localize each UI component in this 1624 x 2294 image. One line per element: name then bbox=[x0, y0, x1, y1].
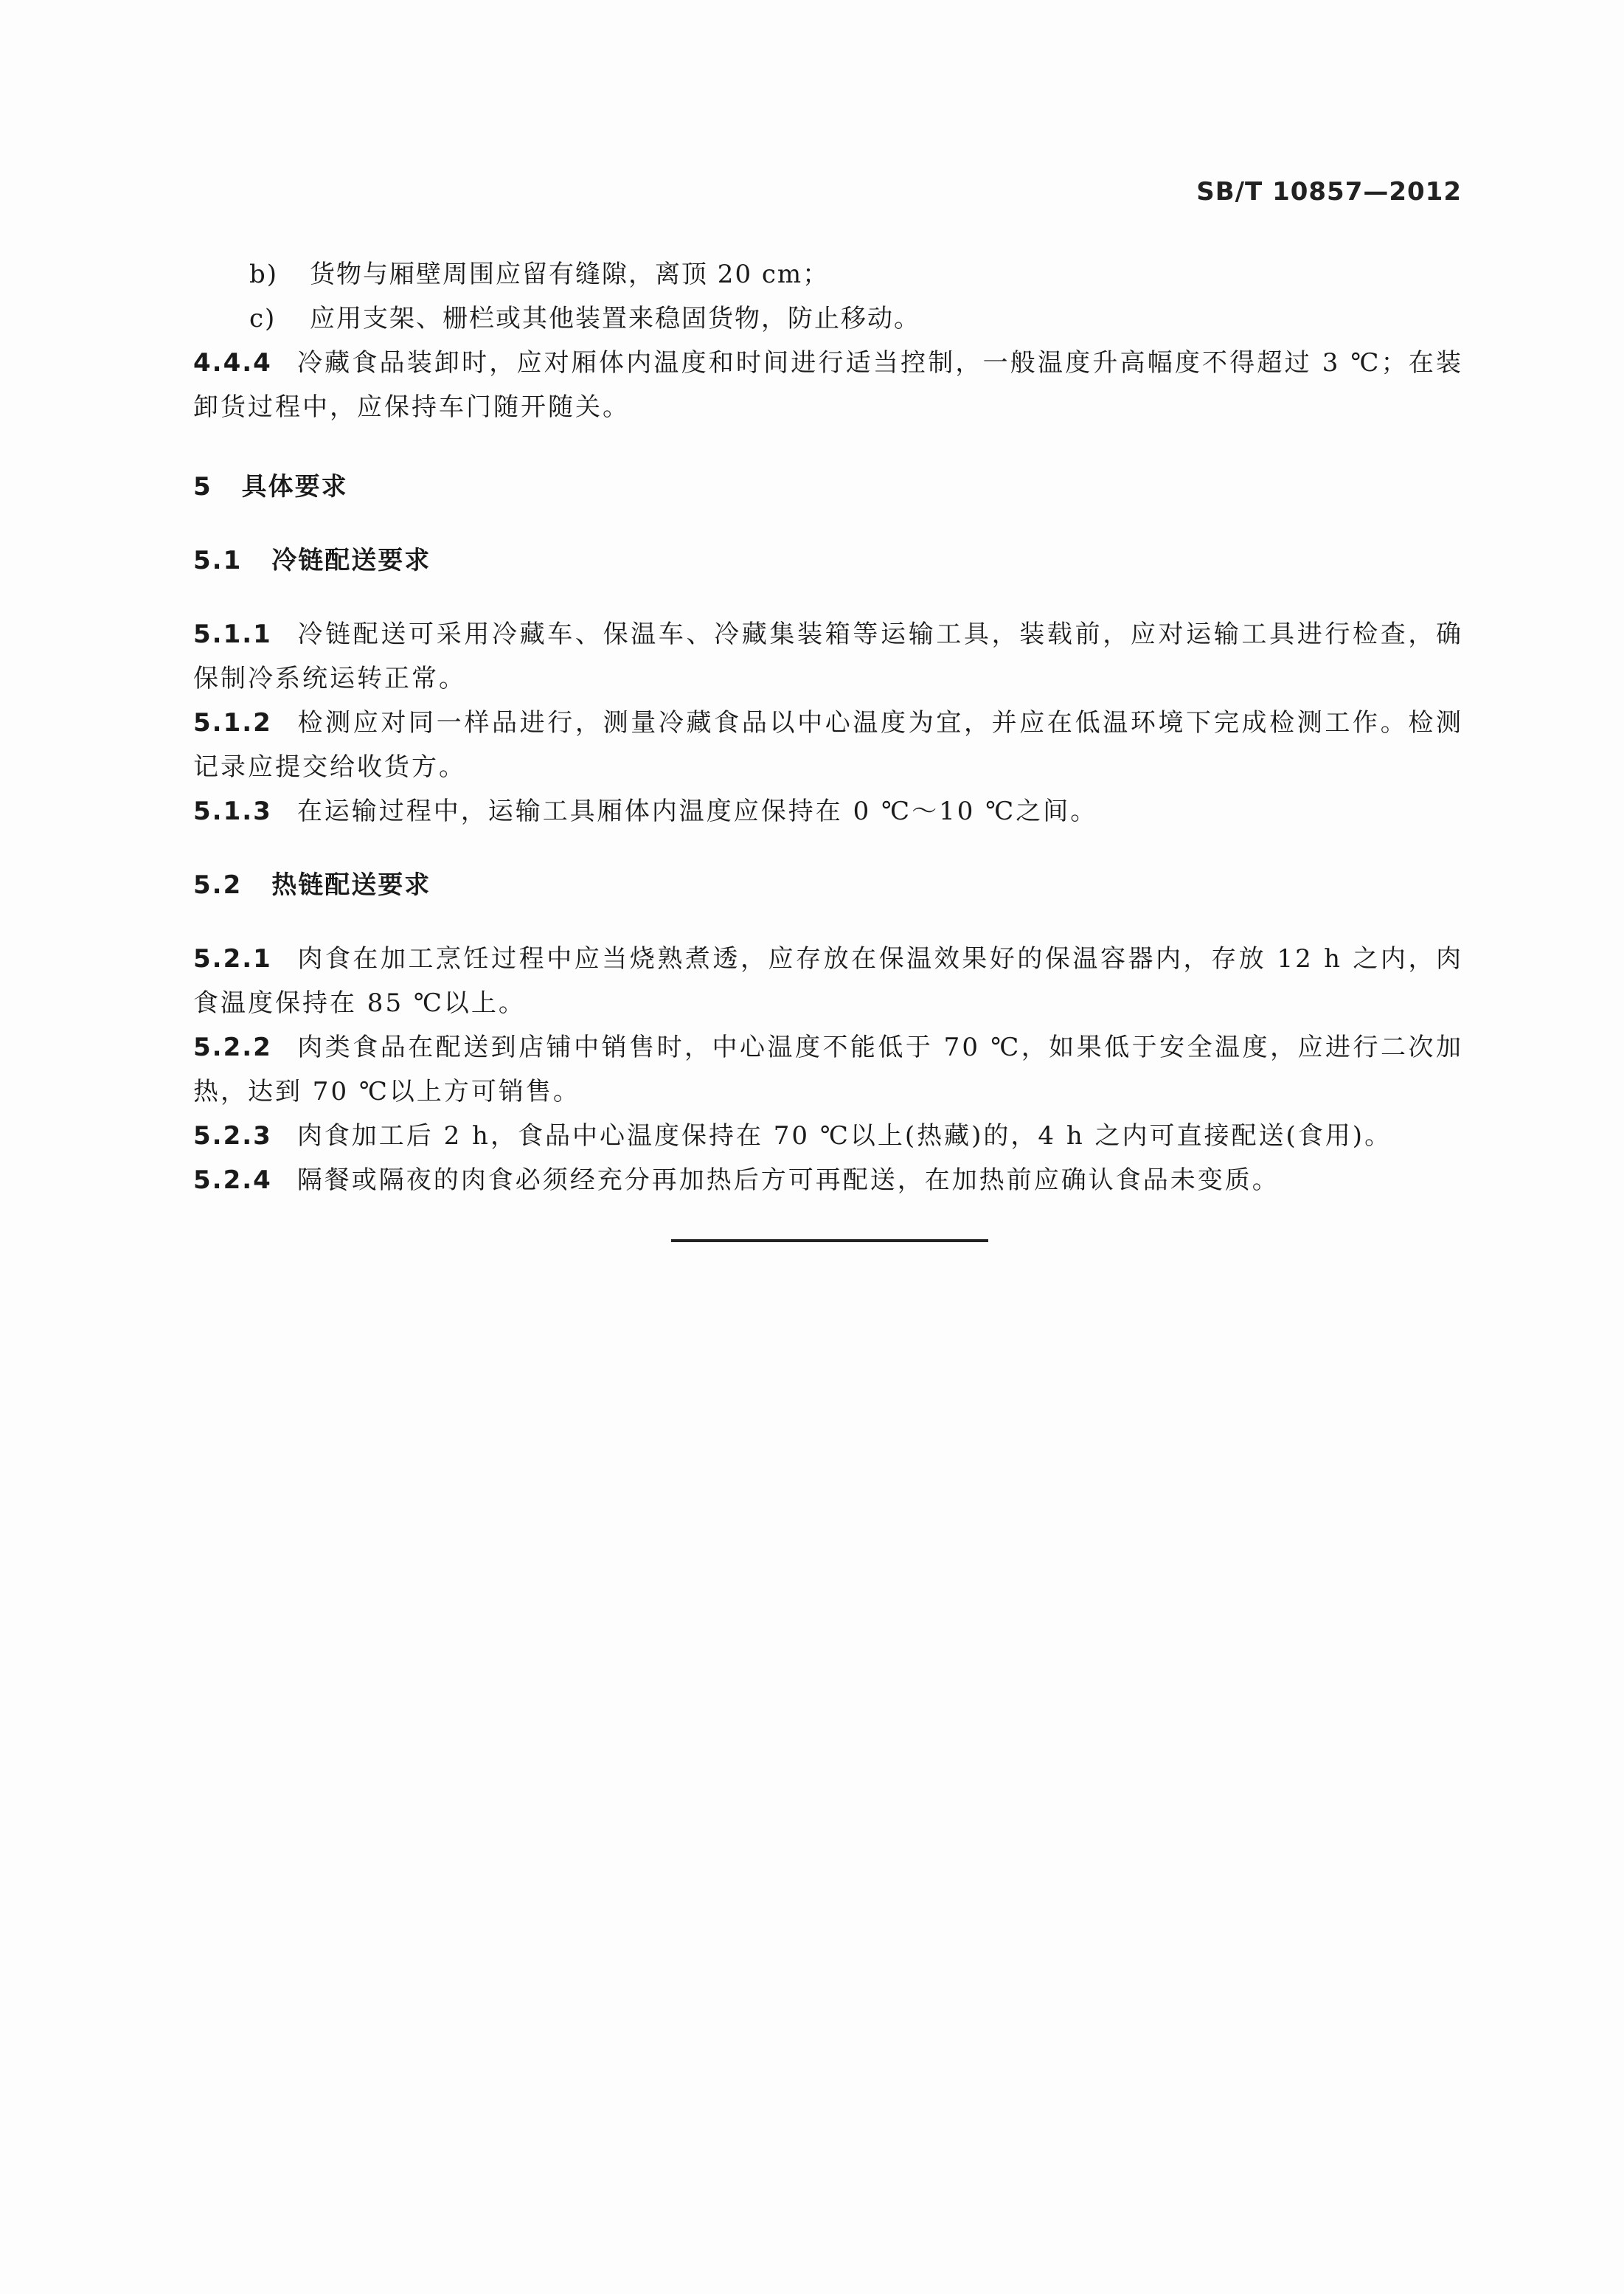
clause-number: 5.1.3 bbox=[193, 797, 272, 826]
list-text: 货物与厢壁周围应留有缝隙，离顶 20 cm； bbox=[310, 260, 830, 289]
clause-number: 4.4.4 bbox=[193, 348, 272, 378]
section-title: 具体要求 bbox=[241, 472, 348, 502]
clause-number: 5.1.2 bbox=[193, 708, 272, 738]
subsection-heading-5-1 bbox=[193, 538, 1463, 583]
clause-number: 5.1.1 bbox=[193, 620, 272, 649]
subsection-title: 冷链配送要求 bbox=[271, 546, 431, 575]
clause-text: 在运输过程中，运输工具厢体内温度应保持在 0 ℃～10 ℃之间。 bbox=[296, 797, 1098, 826]
clause-5-2-3 bbox=[193, 1114, 1463, 1158]
clause-text: 冷链配送可采用冷藏车、保温车、冷藏集装箱等运输工具，装载前，应对运输工具进行检查，确保制冷系统运转正常。 bbox=[193, 620, 1463, 693]
clause-text: 肉食在加工烹饪过程中应当烧熟煮透，应存放在保温效果好的保温容器内，存放 12 h 之内，肉食温度保持在 85 ℃以上。 bbox=[193, 944, 1463, 1018]
subsection-title: 热链配送要求 bbox=[271, 870, 431, 900]
end-of-document-rule bbox=[671, 1239, 988, 1242]
clause-text: 肉类食品在配送到店铺中销售时，中心温度不能低于 70 ℃，如果低于安全温度，应进行二次加热，达到 70 ℃以上方可销售。 bbox=[193, 1033, 1463, 1106]
subsection-number: 5.2 bbox=[193, 870, 243, 900]
section-heading-5 bbox=[193, 465, 1463, 509]
list-item-c bbox=[193, 297, 1463, 341]
document-body bbox=[193, 252, 1463, 1202]
clause-5-2-1 bbox=[193, 937, 1463, 1025]
clause-number: 5.2.2 bbox=[193, 1033, 272, 1062]
list-item-b bbox=[193, 252, 1463, 297]
clause-number: 5.2.4 bbox=[193, 1165, 272, 1195]
list-label: c) bbox=[249, 304, 277, 333]
subsection-heading-5-2 bbox=[193, 863, 1463, 907]
clause-number: 5.2.3 bbox=[193, 1121, 272, 1151]
clause-5-2-4 bbox=[193, 1158, 1463, 1202]
list-text: 应用支架、栅栏或其他装置来稳固货物，防止移动。 bbox=[310, 304, 920, 333]
clause-4-4-4 bbox=[193, 341, 1463, 429]
clause-text: 检测应对同一样品进行，测量冷藏食品以中心温度为宜，并应在低温环境下完成检测工作。检测记录应提交给收货方。 bbox=[193, 708, 1463, 782]
clause-text: 冷藏食品装卸时，应对厢体内温度和时间进行适当控制，一般温度升高幅度不得超过 3 ℃；在装卸货过程中，应保持车门随开随关。 bbox=[193, 348, 1463, 422]
subsection-number: 5.1 bbox=[193, 546, 243, 575]
list-label: b) bbox=[249, 260, 279, 289]
clause-5-1-1 bbox=[193, 612, 1463, 701]
clause-5-1-3 bbox=[193, 789, 1463, 834]
clause-number: 5.2.1 bbox=[193, 944, 272, 974]
clause-text: 隔餐或隔夜的肉食必须经充分再加热后方可再配送，在加热前应确认食品未变质。 bbox=[296, 1165, 1280, 1195]
clause-text: 肉食加工后 2 h，食品中心温度保持在 70 ℃以上(热藏)的，4 h 之内可直接配送(食用)。 bbox=[296, 1121, 1392, 1151]
standard-code: SB/T 10857—2012 bbox=[1196, 177, 1462, 207]
clause-5-1-2 bbox=[193, 701, 1463, 789]
section-number: 5 bbox=[193, 472, 212, 502]
clause-5-2-2 bbox=[193, 1025, 1463, 1114]
